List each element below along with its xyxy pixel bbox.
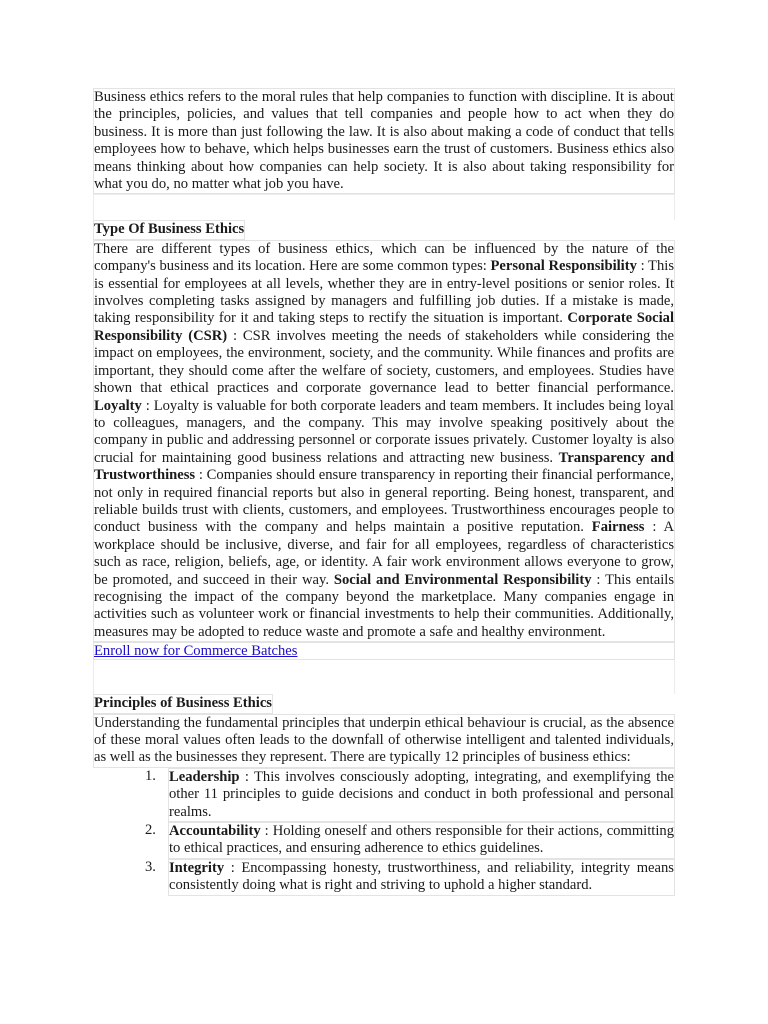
principle-term: Leadership — [169, 768, 240, 785]
list-item — [145, 822, 675, 859]
type-desc: This is essential for employees at all levels, whether they are in entry-level positions or senior roles. It involves completing tasks assigned by managers and fulfilling job duties. If a mistake is made, taking responsibility for it and taking steps to rectify the situation is important. — [94, 258, 674, 327]
type-desc: A workplace should be inclusive, diverse, and fair for all employees, regardless of characteristics such as race, religion, beliefs, age, or identity. A fair work environment allows everyone to grow, be promoted, and succeed in their way. — [94, 519, 674, 588]
type-desc: Loyalty is valuable for both corporate leaders and team members. It includes being loyal to colleagues, managers, and the company. This may involve speaking positively about the company in public and addressing personnel or corporate issues privately. Customer loyalty is also crucial for maintaining good business relations and attracting new business. — [94, 397, 674, 466]
document-page — [93, 88, 675, 896]
list-number: 1. — [145, 767, 156, 784]
principles-lead: Understanding the fundamental principles that underpin ethical behaviour is crucial, as the absence of these moral values often leads to the downfall of otherwise intelligent and talented individuals, as well as the businesses they represent. There are typically 12 principles of business ethics: — [94, 714, 674, 766]
type-term: Transparency and Trustworthiness — [94, 449, 674, 484]
type-desc: Companies should ensure transparency in reporting their financial performance, not only in required financial reports but also in general reporting. Being honest, transparent, and reliable builds trust with clients, customers, and employees. Trustworthiness encourages people to conduct business with the company and helps maintain a positive reputation. — [94, 467, 674, 536]
enroll-link-row — [93, 642, 675, 660]
type-term: Loyalty — [94, 397, 142, 414]
types-heading: Type Of Business Ethics — [93, 220, 245, 239]
list-number: 3. — [145, 858, 156, 875]
types-section — [93, 220, 675, 642]
principle-desc: Holding oneself and others responsible for their actions, committing to ethical practices, and ensuring adherence to ethics guidelines. — [169, 823, 674, 857]
list-item-text: Leadership : This involves consciously adopting, integrating, and exemplifying the other 11 principles to guide decisions and conduct in both professional and personal realms. — [168, 768, 675, 822]
intro-text: Business ethics refers to the moral rules that help companies to function with discipline. It is about the principles, policies, and values that tell companies and people how to act when they do business. It is more than just following the law. It is also about making a code of conduct that tells employees how to behave, which helps businesses earn the trust of customers. Business ethics also means thinking about how companies can help society. It is also about taking responsibility for what you do, no matter what job you have. — [94, 89, 674, 193]
type-desc: This entails recognising the impact of the company beyond the marketplace. Many companies engage in activities such as volunteer work or financial investments to help their communities. Additionally, measures may be adopted to reduce waste and promote a safe and healthy environment. — [94, 571, 674, 640]
type-term: Corporate Social Responsibility (CSR) — [94, 310, 674, 344]
list-item — [145, 768, 675, 822]
principle-desc: This involves consciously adopting, integrating, and exemplifying the other 11 principles to guide decisions and conduct in both professional and personal realms. — [169, 768, 674, 820]
principle-term: Integrity — [169, 859, 225, 876]
principles-heading: Principles of Business Ethics — [93, 694, 273, 713]
type-desc: CSR involves meeting the needs of stakeholders while considering the impact on employees, the environment, society, and the community. While finances and profits are important, they should come after the welfare of society, customers, and employees. Studies have shown that ethical practices and corporate governance lead to better financial performance. — [94, 327, 674, 397]
list-item-text: Integrity : Encompassing honesty, trustworthiness, and reliability, integrity means consistently doing what is right and striving to uphold a higher standard. — [168, 859, 675, 896]
principle-desc: Encompassing honesty, trustworthiness, and reliability, integrity means consistently doing what is right and striving to uphold a higher standard. — [169, 859, 674, 894]
types-paragraph: There are different types of business ethics, which can be influenced by the nature of the company's business and its location. Here are some common types: Personal Responsibility : This is essential for employees at all levels, whether they are in entry-level positions or senior roles. It involves completing tasks assigned by managers and fulfilling job duties. If a mistake is made, taking responsibility for it and taking steps to rectify the situation is important. Corporate Social Responsibility (CSR) : CSR involves meeting the needs of stakeholders while considering the impact on employees, the environment, society, and the community. While finances and profits are important, they should come after the welfare of society, customers, and employees. Studies have shown that ethical practices and corporate governance lead to better financial performance. Loyalty : Loyalty is valuable for both corporate leaders and team members. It includes being loyal to colleagues, managers, and the company. This may involve speaking positively about the company in public and addressing personnel or corporate issues privately. Customer loyalty is also crucial for maintaining good business relations and attracting new business. Transparency and Trustworthiness : Companies should ensure transparency in reporting their financial performance, not only in required financial reports but also in general reporting. Being honest, transparent, and reliable builds trust with clients, customers, and employees. Trustworthiness encourages people to conduct business with the company and helps maintain a positive reputation. Fairness : A workplace should be inclusive, diverse, and fair for all employees, regardless of characteristics such as race, religion, beliefs, age, or identity. A fair work environment allows everyone to grow, be promoted, and succeed in their way. Social and Environmental Responsibility : This entails recognising the impact of the company beyond the marketplace. Many companies engage in activities such as volunteer work or financial investments to help their communities. Additionally, measures may be adopted to reduce waste and promote a safe and healthy environment. — [94, 240, 674, 640]
intro-paragraph — [93, 88, 675, 194]
type-term: Fairness — [591, 519, 645, 536]
spacer — [93, 660, 675, 694]
principle-term: Accountability — [169, 823, 261, 840]
type-term: Personal Responsibility — [490, 258, 637, 275]
type-term: Social and Environmental Responsibility — [333, 571, 592, 588]
types-lead: There are different types of business ethics, which can be influenced by the nature of the company's business and its location. Here are some common types: — [94, 240, 674, 275]
list-number: 2. — [145, 822, 156, 839]
principles-list — [93, 768, 675, 896]
enroll-link[interactable]: Enroll now for Commerce Batches — [94, 643, 298, 660]
spacer — [93, 194, 675, 220]
principles-lead-box — [93, 714, 675, 768]
list-item-text: Accountability : Holding oneself and others responsible for their actions, committing to ethical practices, and ensuring adherence to ethics guidelines. — [168, 822, 675, 859]
list-item — [145, 859, 675, 896]
types-body — [93, 240, 675, 642]
principles-section — [93, 694, 675, 895]
